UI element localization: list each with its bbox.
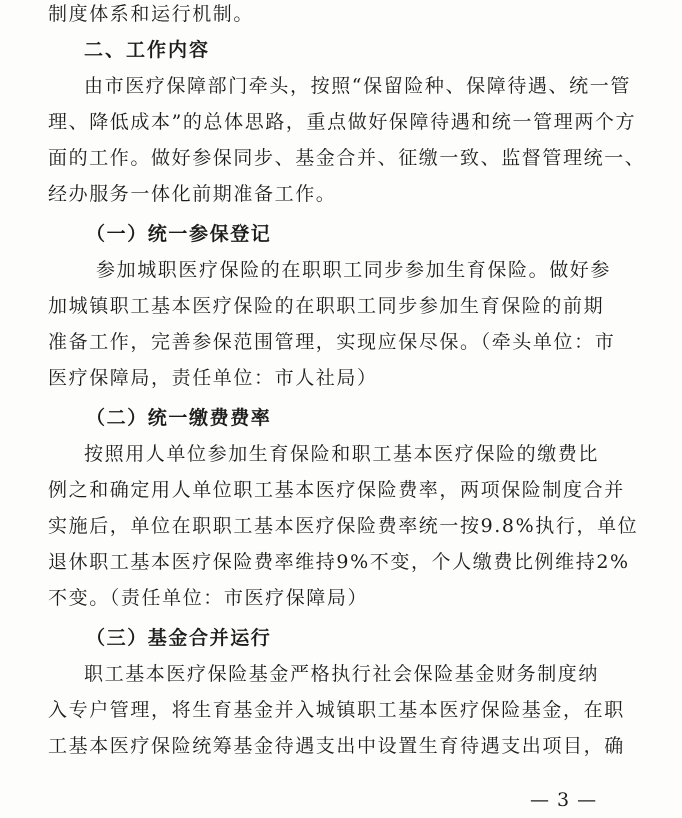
body-text-line: 加城镇职工基本医疗保险的在职职工同步参加生育保险的前期: [48, 295, 605, 317]
body-text-line: 工基本医疗保险统筹基金待遇支出中设置生育待遇支出项目，确: [48, 735, 625, 757]
body-text-line: 由市医疗保障部门牵头，按照“保留险种、保障待遇、统一管: [84, 75, 631, 97]
subsection-heading: （三）基金合并运行: [86, 627, 272, 649]
body-text-line: 医疗保障局，责任单位：市人社局）: [48, 367, 378, 389]
body-text-line: 经办服务一体化前期准备工作。: [48, 183, 337, 205]
body-text-line: 例之和确定用人单位职工基本医疗保险费率，两项保险制度合并: [48, 479, 625, 501]
body-text-line: 制度体系和运行机制。: [48, 3, 255, 25]
body-text-line: 不变。（责任单位：市医疗保障局）: [48, 587, 369, 609]
body-text-line: 理、降低成本”的总体思路，重点做好保障待遇和统一管理两个方: [48, 111, 637, 133]
page-number: — 3 —: [530, 789, 598, 811]
subsection-heading: （一）统一参保登记: [86, 223, 272, 245]
subsection-heading: （二）统一缴费费率: [86, 407, 272, 429]
body-text-line: 参加城职医疗保险的在职职工同步参加生育保险。做好参: [96, 259, 612, 281]
body-text-line: 退休职工基本医疗保险费率维持9%不变，个人缴费比例维持2%: [48, 551, 630, 573]
body-text-line: 入专户管理，将生育基金并入城镇职工基本医疗保险基金，在职: [48, 699, 625, 721]
body-text-line: 实施后，单位在职职工基本医疗保险费率统一按9.8%执行，单位: [48, 515, 639, 537]
section-heading: 二、工作内容: [84, 39, 211, 61]
body-text-line: 按照用人单位参加生育保险和职工基本医疗保险的缴费比: [84, 443, 600, 465]
body-text-line: 面的工作。做好参保同步、基金合并、征缴一致、监督管理统一、: [48, 147, 646, 169]
body-text-line: 职工基本医疗保险基金严格执行社会保险基金财务制度纳: [84, 663, 600, 685]
body-text-line: 准备工作，完善参保范围管理，实现应保尽保。（牵头单位：市: [48, 331, 616, 353]
